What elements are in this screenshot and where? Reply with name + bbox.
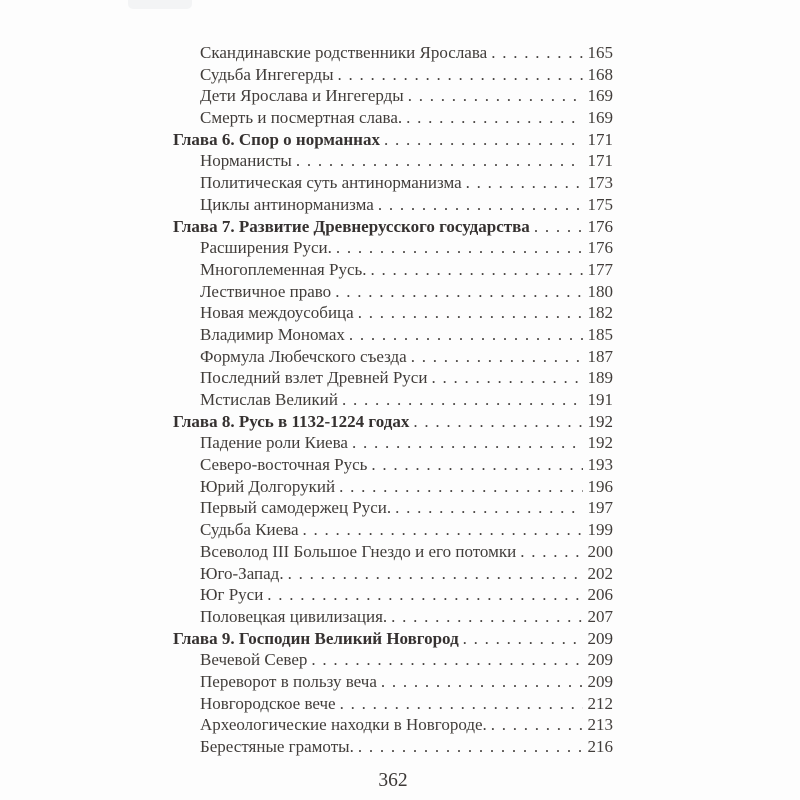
toc-entry-label: Судьба Киева (200, 520, 299, 540)
toc-leader-dots (338, 64, 583, 86)
toc-entry-page: 200 (587, 541, 613, 561)
toc-entry-label: Расширения Руси. (200, 238, 332, 258)
toc-entry-page: 180 (587, 281, 613, 301)
toc-entry-page: 206 (587, 585, 613, 605)
toc-row (173, 432, 613, 454)
toc-entry-label: Вечевой Север (200, 650, 308, 670)
toc-entry-label: Падение роли Киева (200, 433, 348, 453)
toc-leader-dots (534, 216, 583, 238)
toc-leader-dots (296, 150, 583, 172)
toc-entry-label: Всеволод III Большое Гнездо и его потомки (200, 541, 517, 561)
toc-row (173, 194, 613, 216)
toc-row (173, 85, 613, 107)
toc-entry-page: 177 (587, 259, 613, 279)
toc-entry-page: 168 (587, 64, 613, 84)
toc-leader-dots (466, 172, 583, 194)
toc-entry-page: 196 (587, 476, 613, 496)
toc-entry-label: Лествичное право (200, 281, 332, 301)
toc-row (173, 649, 613, 671)
toc-entry-page: 212 (587, 693, 613, 713)
toc-entry-page: 169 (587, 108, 613, 128)
toc-row (173, 541, 613, 563)
toc-leader-dots (349, 324, 583, 346)
toc-entry-label: Владимир Мономах (200, 324, 345, 344)
toc-leader-dots (413, 411, 582, 433)
toc-row (173, 671, 613, 693)
toc-leader-dots (358, 736, 583, 758)
toc-row (173, 411, 613, 433)
toc-entry-page: 192 (587, 433, 613, 453)
toc-entry-label: Глава 8. Русь в 1132-1224 годах (173, 411, 410, 431)
footer-page-number: 362 (378, 770, 408, 791)
toc-row (173, 628, 613, 650)
toc-entry-label: Глава 9. Господин Великий Новгород (173, 628, 459, 648)
toc-entry-label: Глава 6. Спор о норманнах (173, 129, 380, 149)
toc-leader-dots (408, 85, 583, 107)
toc-entry-label: Юг Руси (200, 585, 264, 605)
toc-entry-page: 207 (587, 606, 613, 626)
toc-row (173, 281, 613, 303)
toc-entry-page: 176 (587, 216, 613, 236)
toc-entry-label: Многоплеменная Русь. (200, 259, 367, 279)
toc-row (173, 302, 613, 324)
toc-entry-page: 213 (587, 715, 613, 735)
toc-row (173, 606, 613, 628)
toc-entry-label: Переворот в пользу веча (200, 671, 377, 691)
toc-leader-dots (395, 497, 582, 519)
toc-entry-page: 185 (587, 324, 613, 344)
toc-leader-dots (352, 432, 583, 454)
toc-entry-label: Дети Ярослава и Ингегерды (200, 86, 404, 106)
toc-entry-page: 173 (587, 173, 613, 193)
toc-entry-label: Юго-Запад. (200, 563, 284, 583)
toc-entry-page: 197 (587, 498, 613, 518)
toc-leader-dots (303, 519, 583, 541)
toc-leader-dots (335, 281, 582, 303)
toc-entry-page: 216 (587, 737, 613, 756)
toc-entry-label: Скандинавские родственники Ярослава (200, 43, 488, 62)
toc-entry-page: 171 (587, 129, 613, 149)
toc-entry-page: 175 (587, 194, 613, 214)
toc-entry-page: 169 (587, 86, 613, 106)
toc-entry-page: 199 (587, 520, 613, 540)
toc-leader-dots (411, 346, 583, 368)
toc-entry-page: 193 (587, 455, 613, 475)
toc-leader-dots (381, 671, 583, 693)
toc-entry-label: Новгородское вече (200, 693, 336, 713)
toc-entry-label: Смерть и посмертная слава. (200, 108, 403, 128)
toc-entry-label: Мстислав Великий (200, 390, 338, 409)
toc-row (173, 389, 613, 411)
toc-leader-dots (520, 541, 582, 563)
toc-entry-page: 176 (587, 238, 613, 258)
toc-entry-label: Норманисты (200, 151, 292, 171)
toc-row (173, 454, 613, 476)
table-of-contents (173, 42, 613, 758)
toc-leader-dots (391, 606, 582, 628)
scan-artifact (128, 0, 192, 9)
toc-row (173, 584, 613, 606)
toc-row (173, 736, 613, 758)
toc-entry-page: 191 (587, 390, 613, 409)
toc-row (173, 150, 613, 172)
toc-leader-dots (463, 628, 583, 650)
toc-entry-label: Новая междоусобица (200, 303, 354, 323)
toc-leader-dots (342, 389, 583, 411)
toc-entry-label: Берестяные грамоты. (200, 737, 354, 756)
toc-entry-label: Северо-восточная Русь (200, 455, 368, 475)
toc-row (173, 519, 613, 541)
toc-leader-dots (336, 237, 583, 259)
toc-entry-page: 209 (587, 628, 613, 648)
toc-entry-label: Последний взлет Древней Руси (200, 368, 428, 388)
toc-row (173, 172, 613, 194)
toc-row (173, 693, 613, 715)
toc-row (173, 216, 613, 238)
toc-entry-label: Судьба Ингегерды (200, 64, 334, 84)
toc-leader-dots (406, 107, 582, 129)
toc-entry-label: Половецкая цивилизация. (200, 606, 388, 626)
toc-leader-dots (491, 42, 582, 64)
toc-entry-label: Юрий Долгорукий (200, 476, 336, 496)
toc-row (173, 563, 613, 585)
toc-leader-dots (340, 693, 583, 715)
toc-row (173, 42, 613, 64)
toc-leader-dots (339, 476, 582, 498)
toc-row (173, 714, 613, 736)
toc-entry-page: 209 (587, 671, 613, 691)
toc-entry-page: 182 (587, 303, 613, 323)
toc-entry-page: 209 (587, 650, 613, 670)
toc-leader-dots (267, 584, 582, 606)
toc-leader-dots (384, 129, 583, 151)
toc-entry-label: Формула Любечского съезда (200, 346, 407, 366)
toc-row (173, 346, 613, 368)
toc-leader-dots (358, 302, 583, 324)
toc-leader-dots (378, 194, 583, 216)
toc-entry-label: Первый самодержец Руси. (200, 498, 392, 518)
toc-row (173, 237, 613, 259)
toc-row (173, 64, 613, 86)
toc-entry-page: 189 (587, 368, 613, 388)
toc-entry-label: Глава 7. Развитие Древнерусского государства (173, 216, 530, 236)
toc-leader-dots (311, 649, 582, 671)
toc-entry-page: 202 (587, 563, 613, 583)
toc-leader-dots (431, 367, 582, 389)
toc-row (173, 129, 613, 151)
toc-entry-label: Археологические находки в Новгороде. (200, 715, 487, 735)
toc-entry-label: Циклы антинорманизма (200, 194, 374, 214)
toc-leader-dots (371, 454, 582, 476)
toc-entry-page: 187 (587, 346, 613, 366)
toc-leader-dots (491, 714, 583, 736)
toc-entry-page: 192 (587, 411, 613, 431)
toc-row (173, 259, 613, 281)
toc-leader-dots (371, 259, 583, 281)
toc-entry-page: 171 (587, 151, 613, 171)
toc-row (173, 367, 613, 389)
toc-row (173, 476, 613, 498)
toc-entry-label: Политическая суть антинорманизма (200, 173, 462, 193)
toc-leader-dots (288, 563, 583, 585)
toc-row (173, 497, 613, 519)
toc-row (173, 107, 613, 129)
toc-entry-page: 165 (587, 43, 613, 62)
toc-row (173, 324, 613, 346)
